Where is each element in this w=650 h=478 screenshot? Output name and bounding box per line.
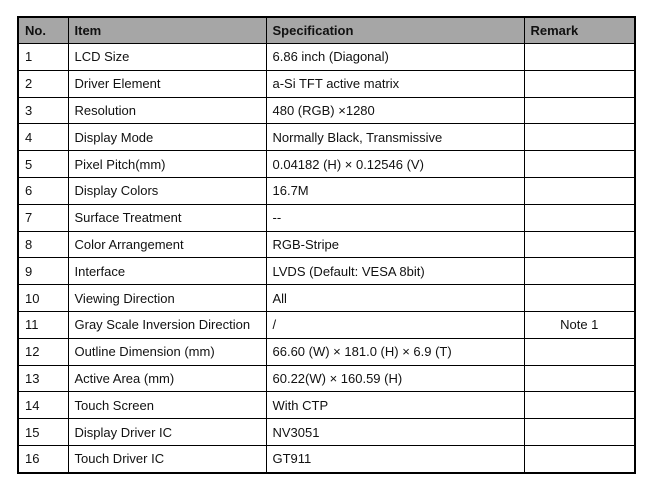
row-number: 3 [18,97,68,124]
row-item: Interface [68,258,266,285]
row-number: 11 [18,311,68,338]
row-number: 16 [18,445,68,472]
table-row [18,445,635,472]
row-item: Color Arrangement [68,231,266,258]
row-item: Active Area (mm) [68,365,266,392]
row-number: 12 [18,338,68,365]
row-specification: / [266,311,524,338]
table-row [18,231,635,258]
row-specification: LVDS (Default: VESA 8bit) [266,258,524,285]
table-row [18,177,635,204]
row-remark [524,70,635,97]
row-number: 9 [18,258,68,285]
row-number: 13 [18,365,68,392]
row-specification: 0.04182 (H) × 0.12546 (V) [266,151,524,178]
table-row [18,44,635,71]
row-number: 4 [18,124,68,151]
row-specification: 16.7M [266,177,524,204]
row-item: Touch Driver IC [68,445,266,472]
row-specification: All [266,285,524,312]
row-remark [524,445,635,472]
row-remark [524,419,635,446]
row-item: Display Colors [68,177,266,204]
row-number: 6 [18,177,68,204]
header-item: Item [68,17,266,44]
row-item: Gray Scale Inversion Direction [68,311,266,338]
table-body [18,44,635,473]
row-specification: Normally Black, Transmissive [266,124,524,151]
row-number: 14 [18,392,68,419]
row-specification: 6.86 inch (Diagonal) [266,44,524,71]
row-number: 7 [18,204,68,231]
header-row [18,17,635,44]
table-row [18,258,635,285]
row-specification: 480 (RGB) ×1280 [266,97,524,124]
row-specification: -- [266,204,524,231]
row-item: Resolution [68,97,266,124]
row-remark [524,151,635,178]
header-no: No. [18,17,68,44]
row-number: 5 [18,151,68,178]
row-item: Pixel Pitch(mm) [68,151,266,178]
row-specification: a-Si TFT active matrix [266,70,524,97]
table-row [18,419,635,446]
row-remark [524,365,635,392]
table-row [18,338,635,365]
specification-table [17,16,636,474]
row-specification: NV3051 [266,419,524,446]
table-row [18,285,635,312]
table-row [18,97,635,124]
row-item: LCD Size [68,44,266,71]
row-remark [524,97,635,124]
table-row [18,124,635,151]
row-remark [524,392,635,419]
table-row [18,70,635,97]
row-item: Surface Treatment [68,204,266,231]
row-item: Display Driver IC [68,419,266,446]
row-specification: 66.60 (W) × 181.0 (H) × 6.9 (T) [266,338,524,365]
row-remark [524,177,635,204]
row-remark [524,285,635,312]
row-specification: 60.22(W) × 160.59 (H) [266,365,524,392]
table-row [18,365,635,392]
row-remark: Note 1 [524,311,635,338]
row-specification: RGB-Stripe [266,231,524,258]
row-number: 2 [18,70,68,97]
row-number: 10 [18,285,68,312]
row-number: 1 [18,44,68,71]
table-row [18,204,635,231]
row-item: Outline Dimension (mm) [68,338,266,365]
header-specification: Specification [266,17,524,44]
row-remark [524,44,635,71]
row-remark [524,204,635,231]
row-item: Touch Screen [68,392,266,419]
row-item: Display Mode [68,124,266,151]
header-remark: Remark [524,17,635,44]
row-remark [524,231,635,258]
row-specification: With CTP [266,392,524,419]
row-number: 15 [18,419,68,446]
row-item: Driver Element [68,70,266,97]
table-header [18,17,635,44]
row-remark [524,338,635,365]
table-row [18,311,635,338]
row-number: 8 [18,231,68,258]
row-specification: GT911 [266,445,524,472]
row-item: Viewing Direction [68,285,266,312]
table-row [18,392,635,419]
row-remark [524,258,635,285]
table-row [18,151,635,178]
row-remark [524,124,635,151]
